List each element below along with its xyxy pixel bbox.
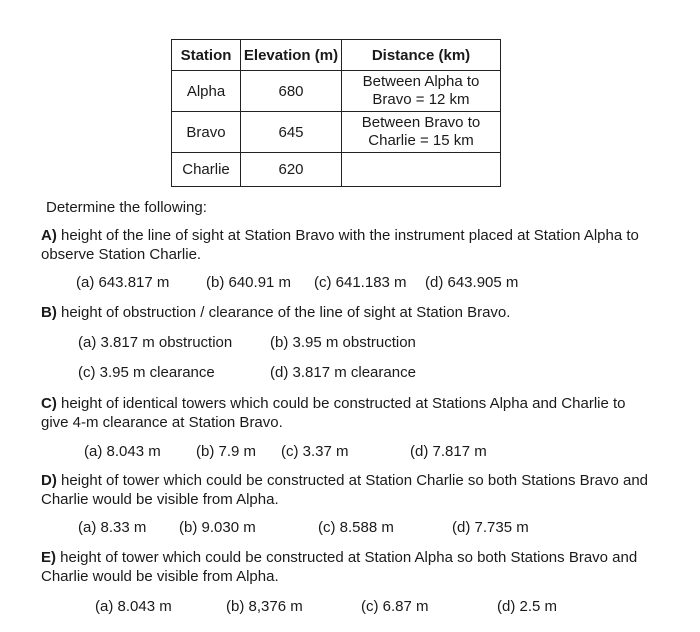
table-header-row	[172, 40, 501, 71]
distance-line: Between Alpha to	[362, 73, 480, 90]
option-b: (b) 7.9 m	[196, 443, 257, 460]
option-c: (c) 6.87 m	[361, 598, 429, 615]
option-c: (c) 3.37 m	[281, 443, 349, 460]
option-d: (d) 7.817 m	[410, 443, 487, 460]
distance-cell	[342, 112, 501, 153]
question-d	[41, 471, 651, 509]
elevation-cell: 620	[241, 153, 342, 187]
question-label: E)	[41, 549, 56, 566]
question-label: C)	[41, 395, 57, 412]
question-b	[41, 303, 651, 322]
table-row	[172, 112, 501, 153]
option-a: (a) 8.043 m	[84, 443, 161, 460]
option-a: (a) 8.043 m	[95, 598, 172, 615]
question-c	[41, 394, 651, 432]
distance-cell	[342, 71, 501, 112]
header-elevation: Elevation (m)	[241, 40, 342, 71]
option-d: (d) 643.905 m	[425, 274, 519, 291]
station-cell: Charlie	[172, 153, 241, 187]
question-text: height of tower which could be constructed at Station Charlie so both Stations Bravo and Charlie would be visible from Alpha.	[41, 472, 649, 508]
option-b: (b) 8,376 m	[226, 598, 303, 615]
option-b: (b) 3.95 m obstruction	[270, 334, 416, 351]
option-b: (b) 9.030 m	[179, 519, 256, 536]
question-text: height of the line of sight at Station Bravo with the instrument placed at Station Alpha to observe Station Charlie.	[41, 227, 639, 263]
distance-line: Bravo = 12 km	[372, 91, 470, 108]
station-cell: Alpha	[172, 71, 241, 112]
option-c: (c) 8.588 m	[318, 519, 394, 536]
option-d: (d) 7.735 m	[452, 519, 529, 536]
intro-text: Determine the following:	[46, 199, 207, 216]
table-row	[172, 71, 501, 112]
elevation-cell: 680	[241, 71, 342, 112]
header-distance: Distance (km)	[342, 40, 501, 71]
question-text: height of obstruction / clearance of the line of sight at Station Bravo.	[56, 304, 511, 321]
question-text: height of identical towers which could be constructed at Stations Alpha and Charlie to give 4-m clearance at Station Bravo.	[41, 395, 626, 431]
distance-line: Charlie = 15 km	[368, 132, 474, 149]
question-text: height of tower which could be constructed at Station Alpha so both Stations Bravo and Charlie would be visible from Alpha.	[41, 549, 638, 585]
option-a: (a) 8.33 m	[78, 519, 147, 536]
option-b: (b) 640.91 m	[206, 274, 292, 291]
question-label: A)	[41, 227, 57, 244]
header-station: Station	[172, 40, 241, 71]
option-d: (d) 2.5 m	[497, 598, 558, 615]
option-a: (a) 643.817 m	[76, 274, 170, 291]
question-label: B)	[41, 304, 57, 321]
question-e	[41, 548, 651, 586]
option-a: (a) 3.817 m obstruction	[78, 334, 233, 351]
option-c: (c) 641.183 m	[314, 274, 407, 291]
question-label: D)	[41, 472, 57, 489]
station-table	[171, 39, 501, 187]
option-d: (d) 3.817 m clearance	[270, 364, 416, 381]
question-a	[41, 226, 651, 264]
option-c: (c) 3.95 m clearance	[78, 364, 215, 381]
distance-line: Between Bravo to	[361, 114, 481, 131]
elevation-cell: 645	[241, 112, 342, 153]
table-row	[172, 153, 501, 187]
distance-cell	[342, 153, 501, 187]
station-cell: Bravo	[172, 112, 241, 153]
